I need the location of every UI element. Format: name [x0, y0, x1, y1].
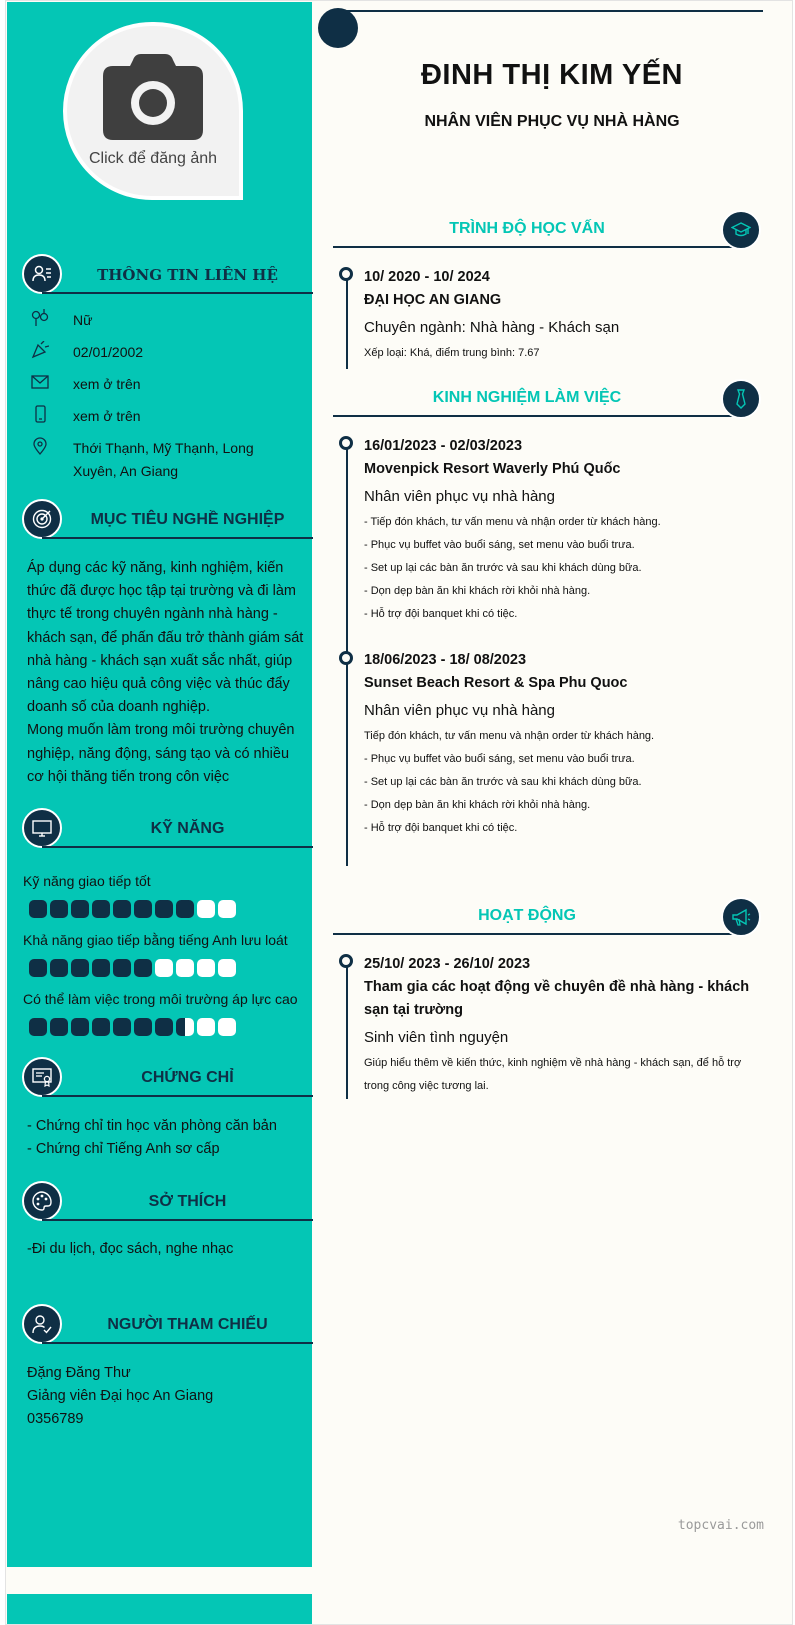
avatar-upload-label: Click để đăng ảnh [88, 150, 218, 167]
skill-dot [113, 900, 131, 918]
section-title: HOẠT ĐỘNG [478, 907, 576, 924]
section-header-activities [333, 897, 761, 941]
section-title: KINH NGHIỆM LÀM VIỆC [432, 389, 622, 406]
birthday-icon [31, 341, 49, 359]
graduation-cap-icon [731, 220, 751, 240]
skill-dot [92, 900, 110, 918]
skill-dot [197, 1018, 215, 1036]
skill-dot [92, 959, 110, 977]
skill-dot [50, 959, 68, 977]
skill-dot [155, 900, 173, 918]
cv-page [5, 0, 793, 1625]
certificates-list: - Chứng chỉ tin học văn phòng căn bản - Chứng chỉ Tiếng Anh sơ cấp [27, 1118, 277, 1158]
skill-dot [92, 1018, 110, 1036]
skill-dot [50, 900, 68, 918]
skill-dot [134, 900, 152, 918]
sidebar-footer-strip [7, 1594, 312, 1625]
skill-dot [218, 1018, 236, 1036]
skill-dot [113, 1018, 131, 1036]
section-header-hobbies [22, 1181, 313, 1225]
palette-icon [32, 1191, 52, 1211]
skill-dot [134, 1018, 152, 1036]
header-corner-dot [318, 8, 358, 48]
section-header-contact [22, 254, 313, 298]
skill-dot [155, 959, 173, 977]
phone-icon [31, 405, 49, 423]
avatar-upload[interactable] [63, 22, 243, 200]
skill-dot [155, 1018, 173, 1036]
skill-dot [134, 959, 152, 977]
location-icon [31, 437, 49, 455]
necktie-icon [731, 389, 751, 409]
section-header-reference [22, 1304, 313, 1348]
skill-dot [71, 900, 89, 918]
section-header-experience [333, 379, 761, 423]
timeline-marker [339, 267, 353, 281]
skill-dot [29, 959, 47, 977]
skill-rating [29, 1018, 236, 1036]
section-header-skills [22, 808, 313, 852]
candidate-role: NHÂN VIÊN PHỤC VỤ NHÀ HÀNG [424, 113, 680, 130]
section-title: NGƯỜI THAM CHIẾU [107, 1316, 268, 1333]
skill-dot [197, 959, 215, 977]
experience-entry: 18/06/2023 - 18/ 08/2023 Sunset Beach Resort & Spa Phu Quoc Nhân viên phục vụ nhà hàng Tiếp đón khách, tư vấn menu và nhận order từ khách hàng. - Phục vụ buffet vào buổi sáng, set menu vào buổi trưa. - Set up lại các bàn ăn trước và sau khi khách dùng bữa. - Dọn dẹp bàn ăn khi khách rời khỏi nhà hàng. - Hỗ trợ đội banquet khi có tiệc. [364, 652, 655, 834]
section-title: THÔNG TIN LIÊN HỆ [97, 266, 278, 284]
experience-entry: 16/01/2023 - 02/03/2023 Movenpick Resort Waverly Phú Quốc Nhân viên phục vụ nhà hàng - Tiếp đón khách, tư vấn menu và nhận order từ khách hàng. - Phục vụ buffet vào buổi sáng, set menu vào buổi trưa. - Set up lại các bàn ăn trước và sau khi khách dùng bữa. - Dọn dẹp bàn ăn khi khách rời khỏi nhà hàng. - Hỗ trợ đội banquet khi có tiệc. [364, 438, 661, 620]
section-title: MỤC TIÊU NGHỀ NGHIỆP [90, 511, 285, 528]
skill-dot [176, 1018, 194, 1036]
skill-dot [218, 959, 236, 977]
hobbies-text: -Đi du lịch, đọc sách, nghe nhạc [27, 1241, 234, 1257]
section-header-education [333, 210, 761, 254]
skill-dot [50, 1018, 68, 1036]
skill-dot [71, 1018, 89, 1036]
timeline-marker [339, 651, 353, 665]
email-icon [31, 373, 49, 391]
section-header-objective [22, 499, 313, 543]
section-title: TRÌNH ĐỘ HỌC VẤN [449, 220, 605, 237]
skill-dot [29, 1018, 47, 1036]
camera-icon [103, 54, 203, 140]
section-header-certificates [22, 1057, 313, 1101]
objective-text: Áp dụng các kỹ năng, kinh nghiệm, kiến thức đã được học tập tại trường và đi làm thực tế trong chuyên ngành nhà hàng - khách sạn, để phấn đấu trở thành giám sát nhà hàng - khách sạn xuất sắc nhất, giúp nâng cao hiệu quả công việc và thúc đẩy doanh số của doanh nghiệp. Mong muốn làm trong môi trường chuyên nghiệp, năng động, sáng tạo và có nhiều cơ hội thăng tiến trong côn việc [27, 560, 304, 785]
candidate-name: ĐINH THỊ KIM YẾN [420, 59, 684, 91]
skill-dot [176, 900, 194, 918]
section-title: SỞ THÍCH [148, 1193, 227, 1210]
skill-label: Kỹ năng giao tiếp tốt [23, 873, 151, 889]
activity-entry: 25/10/ 2023 - 26/10/ 2023 Tham gia các hoạt động về chuyên đề nhà hàng - khách sạn tại trường Sinh viên tình nguyện Giúp hiểu thêm về kiến thức, kinh nghiệm về nhà hàng - khách sạn, để hỗ trợ trong công việc tương lai. [364, 956, 750, 1092]
timeline-line [346, 959, 348, 1099]
gender-icon [31, 309, 49, 327]
skill-label: Khả năng giao tiếp bằng tiếng Anh lưu loát [23, 932, 288, 948]
user-check-icon [32, 1314, 52, 1334]
skill-rating [29, 959, 236, 977]
header-top-line [338, 10, 763, 12]
skill-dot [71, 959, 89, 977]
target-icon [32, 509, 52, 529]
timeline-marker [339, 954, 353, 968]
sidebar: Click để đăng ảnh THÔNG TIN LIÊN HỆ Nữ 02/01/2002 xem ở trên xem ở trên Thới Thạnh, Mỹ Thạnh, Long Xuyên, An Giang MỤC TIÊU NGHỀ NGHIỆP Áp dụng các kỹ năng, kinh nghiệm, kiến thức đã được học tập tại trường và đi làm thực tế trong chuyên ngành nhà hàng - khách sạn, để phấn đấu trở thành giám sát nhà hàng - khách sạn xuất sắc nhất, giúp nâng cao hiệu quả công việc và thúc đẩy doanh số của doanh nghiệp. Mong muốn làm trong môi trường chuyên nghiệp, năng động, sáng tạo và có nhiều cơ hội thăng tiến trong côn việc KỸ NĂNG Kỹ năng giao tiếp tốt Khả năng giao tiếp bằng tiếng Anh lưu loát Có thể làm việc trong môi trường áp lực cao CHỨNG CHỈ - Chứng chỉ tin học văn phòng căn bản - Chứng chỉ Tiếng Anh sơ cấp SỞ THÍCH -Đi du lịch, đọc sách, nghe nhạc NGƯỜI THAM CHIẾU Đặng Đăng Thư Giảng viên Đại học An Giang 0356789 [7, 2, 312, 1567]
education-entry: 10/ 2020 - 10/ 2024 ĐẠI HỌC AN GIANG Chuyên ngành: Nhà hàng - Khách sạn Xếp loại: Khá, điểm trung bình: 7.67 [364, 269, 620, 359]
megaphone-icon [731, 907, 751, 927]
skill-dot [197, 900, 215, 918]
timeline-marker [339, 436, 353, 450]
skill-dot [113, 959, 131, 977]
skill-rating [29, 900, 236, 918]
certificate-icon [32, 1067, 52, 1087]
watermark: topcvai.com [677, 1518, 764, 1533]
timeline-line [346, 271, 348, 369]
section-title: CHỨNG CHỈ [141, 1069, 234, 1086]
skill-label: Có thể làm việc trong môi trường áp lực cao [23, 991, 298, 1007]
reference-details: Đặng Đăng Thư Giảng viên Đại học An Giang 0356789 [27, 1365, 214, 1428]
skill-dot [29, 900, 47, 918]
skill-dot [218, 900, 236, 918]
section-title: KỸ NĂNG [150, 820, 225, 837]
monitor-icon [32, 818, 52, 838]
contact-card-icon [32, 264, 52, 284]
skill-dot [176, 959, 194, 977]
